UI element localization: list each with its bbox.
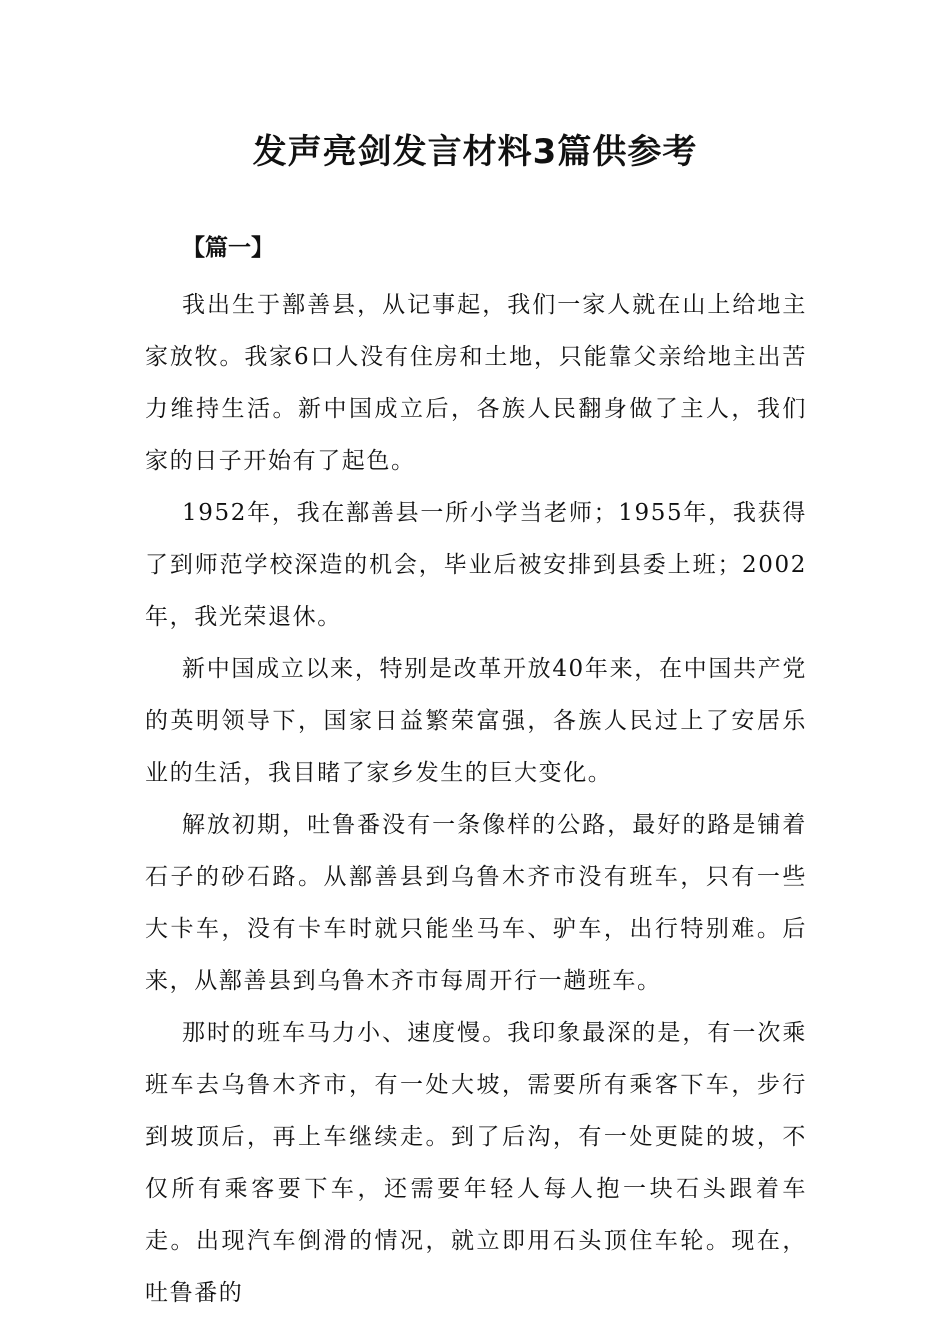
paragraph: 解放初期，吐鲁番没有一条像样的公路，最好的路是铺着石子的砂石路。从鄯善县到乌鲁木齐市没有班车，只有一些大卡车，没有卡车时就只能坐马车、驴车，出行特别难。后来，从鄯善县到乌鲁木齐市每周开行一趟班车。 <box>145 812 807 994</box>
section-heading: 【篇一】 <box>182 234 274 261</box>
document-title: 发声亮剑发言材料3篇供参考 <box>252 132 698 172</box>
paragraph: 1952年，我在鄯善县一所小学当老师；1955年，我获得了到师范学校深造的机会，毕业后被安排到县委上班；2002年，我光荣退休。 <box>145 500 807 630</box>
document-body <box>145 279 807 1319</box>
paragraph: 我出生于鄯善县，从记事起，我们一家人就在山上给地主家放牧。我家6口人没有住房和土地，只能靠父亲给地主出苦力维持生活。新中国成立后，各族人民翻身做了主人，我们家的日子开始有了起色。 <box>145 292 807 474</box>
paragraph: 那时的班车马力小、速度慢。我印象最深的是，有一次乘班车去乌鲁木齐市，有一处大坡，需要所有乘客下车，步行到坡顶后，再上车继续走。到了后沟，有一处更陡的坡，不仅所有乘客要下车，还需要年轻人每人抱一块石头跟着车走。出现汽车倒滑的情况，就立即用石头顶住车轮。现在，吐鲁番的 <box>145 1020 807 1306</box>
paragraph: 新中国成立以来，特别是改革开放40年来，在中国共产党的英明领导下，国家日益繁荣富强，各族人民过上了安居乐业的生活，我目睹了家乡发生的巨大变化。 <box>145 656 807 786</box>
